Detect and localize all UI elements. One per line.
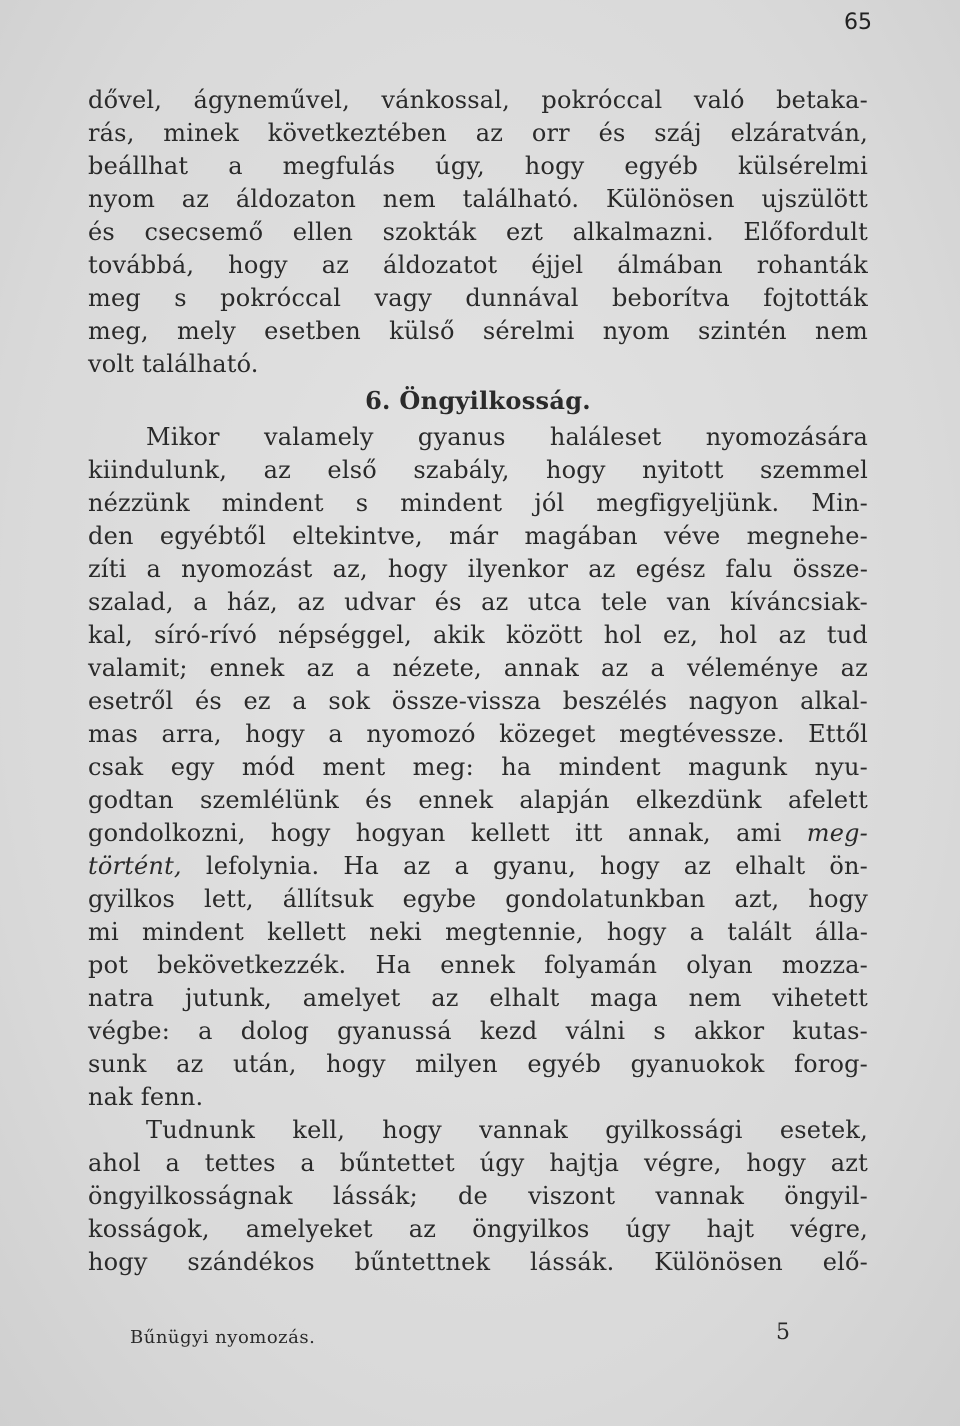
body-text (88, 84, 868, 1279)
text-line: valamit; ennek az a nézete, annak az a véleménye az (88, 654, 868, 682)
text-line: Tudnunk kell, hogy vannak gyilkossági esetek, (146, 1116, 868, 1144)
text-line: kiindulunk, az első szabály, hogy nyitott szemmel (88, 456, 868, 484)
text-line: továbbá, hogy az áldozatot éjjel álmában rohanták (88, 251, 868, 279)
text-line: és csecsemő ellen szokták ezt alkalmazni. Előfordult (88, 218, 868, 246)
text-line: kal, síró-rívó népséggel, akik között hol ez, hol az tud (88, 621, 868, 649)
text-line: rás, minek következtében az orr és száj elzáratván, (88, 119, 868, 147)
text-segment: lefolynia. Ha az a gyanu, hogy az elhalt ön- (205, 852, 868, 880)
text-line-with-italic (88, 850, 868, 883)
text-line: hogy szándékos bűntettnek lássák. Különösen elő- (88, 1248, 868, 1276)
text-line: pot bekövetkezzék. Ha ennek folyamán olyan mozza- (88, 951, 868, 979)
text-line: esetről és ez a sok össze-vissza beszélés nagyon alkal- (88, 687, 868, 715)
text-line: volt található. (88, 350, 259, 378)
text-line: szalad, a ház, az udvar és az utca tele van kíváncsiak- (88, 588, 868, 616)
text-line: meg s pokróccal vagy dunnával beborítva fojtották (88, 284, 868, 312)
paragraph (88, 1114, 868, 1279)
signature-mark: 5 (776, 1320, 790, 1345)
text-line: dővel, ágyneművel, vánkossal, pokróccal való betaka- (88, 86, 868, 114)
text-line: den egyébtől eltekintve, már magában véve megnehe- (88, 522, 868, 550)
text-line: nézzünk mindent s mindent jól megfigyeljünk. Min- (88, 489, 868, 517)
text-line: végbe: a dolog gyanussá kezd válni s akkor kutas- (88, 1017, 868, 1045)
text-line: beállhat a megfulás úgy, hogy egyéb külsérelmi (88, 152, 868, 180)
signature-title: Bűnügyi nyomozás. (130, 1327, 316, 1348)
text-line: natra jutunk, amelyet az elhalt maga nem vihetett (88, 984, 868, 1012)
text-line: Mikor valamely gyanus haláleset nyomozására (146, 423, 868, 451)
text-line: nyom az áldozaton nem található. Különösen ujszülött (88, 185, 868, 213)
paragraph-continuation (88, 84, 868, 381)
text-segment: gondolkozni, hogy hogyan kellett itt annak, ami (88, 819, 782, 847)
text-line: mas arra, hogy a nyomozó közeget megtévessze. Ettől (88, 720, 868, 748)
text-line: kosságok, amelyeket az öngyilkos úgy hajt végre, (88, 1215, 868, 1243)
text-line: sunk az után, hogy milyen egyéb gyanuokok forog- (88, 1050, 868, 1078)
text-line: csak egy mód ment meg: ha mindent magunk nyu- (88, 753, 868, 781)
page-number: 65 (844, 10, 872, 35)
text-line: gyilkos lett, állítsuk egybe gondolatunkban azt, hogy (88, 885, 868, 913)
text-line: nak fenn. (88, 1083, 204, 1111)
text-line: meg, mely esetben külső sérelmi nyom szintén nem (88, 317, 868, 345)
text-line: godtan szemlélünk és ennek alapján elkezdünk afelett (88, 786, 868, 814)
text-line: öngyilkosságnak lássák; de viszont vannak öngyil- (88, 1182, 868, 1210)
text-line: ahol a tettes a bűntettet úgy hajtja végre, hogy azt (88, 1149, 868, 1177)
italic-word: történt, (88, 852, 182, 880)
section-heading: 6. Öngyilkosság. (365, 386, 591, 415)
paragraph (88, 421, 868, 1114)
text-line-with-italic (88, 817, 868, 850)
text-line: zíti a nyomozást az, hogy ilyenkor az egész falu össze- (88, 555, 868, 583)
italic-word: meg- (806, 819, 868, 847)
text-line: mi mindent kellett neki megtennie, hogy a talált álla- (88, 918, 868, 946)
